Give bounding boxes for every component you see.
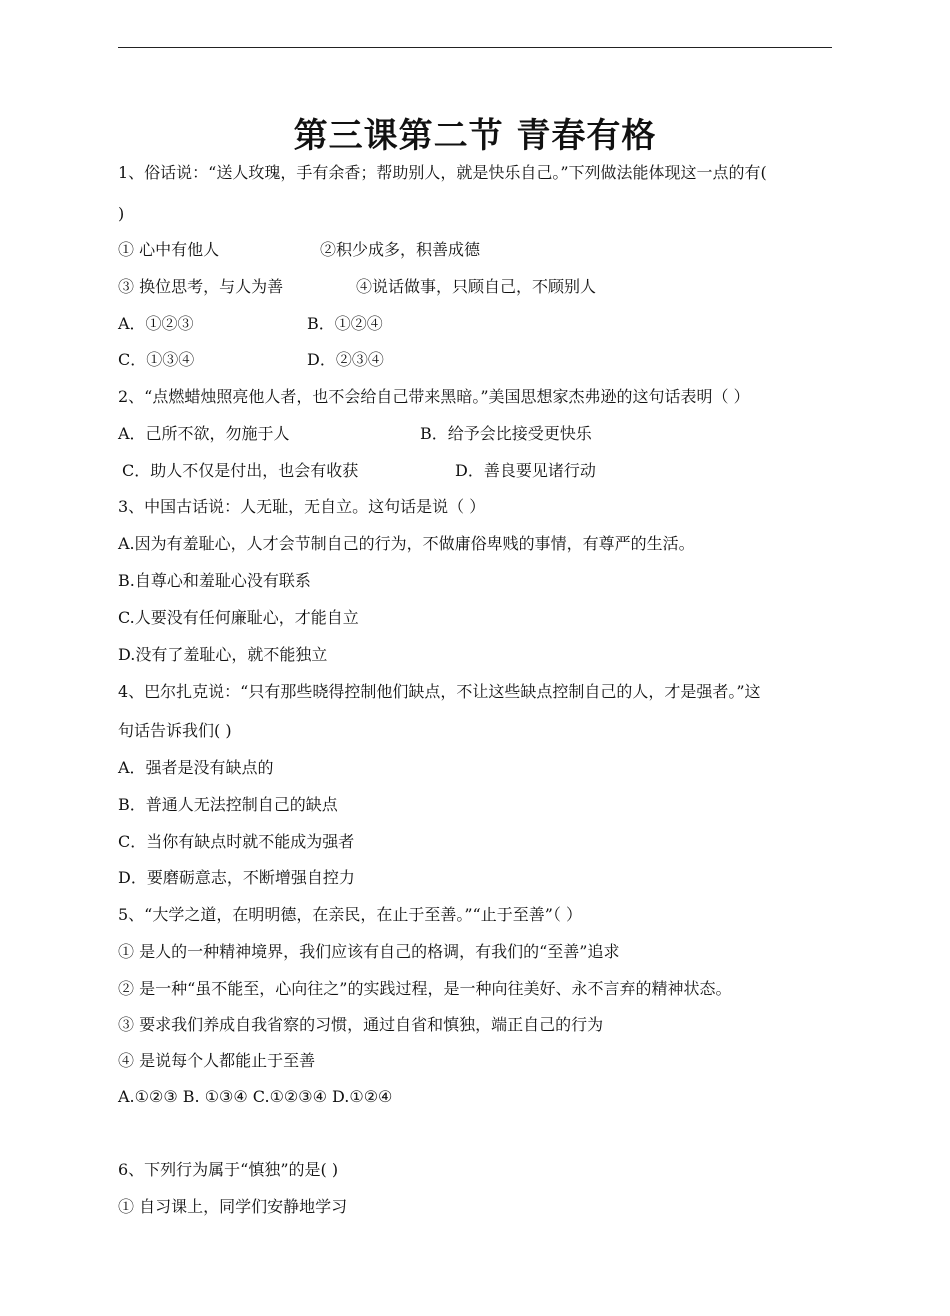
header-rule: [118, 47, 832, 48]
q4-option-c: C．当你有缺点时就不能成为强者: [118, 832, 355, 851]
q5-options: A.①②③ B. ①③④ C.①②③④ D.①②④: [118, 1087, 393, 1106]
q2-option-b: B．给予会比接受更快乐: [420, 424, 592, 443]
q2-option-row-2: [122, 461, 596, 481]
q1-statement-row-1: [118, 240, 481, 260]
q4-option-d: D．要磨砺意志，不断增强自控力: [118, 868, 355, 887]
q1-option-a: A．①②③: [118, 314, 194, 333]
q5-stem: 5、“大学之道，在明明德，在亲民，在止于至善。”“止于至善”（ ）: [118, 905, 582, 924]
q1-option-b: B．①②④: [307, 314, 383, 333]
q3-option-d: D.没有了羞耻心，就不能独立: [118, 645, 328, 664]
q3-option-b: B.自尊心和羞耻心没有联系: [118, 571, 311, 590]
q1-stem-line1: 1、俗话说：“送人玫瑰，手有余香；帮助别人，就是快乐自己。”下列做法能体现这一点的有(: [118, 163, 767, 182]
q1-option-row-2: [118, 350, 384, 370]
q2-option-d: D．善良要见诸行动: [455, 461, 596, 480]
q5-statement-1: ① 是人的一种精神境界，我们应该有自己的格调，有我们的“至善”追求: [118, 942, 620, 961]
q5-statement-3: ③ 要求我们养成自我省察的习惯，通过自省和慎独，端正自己的行为: [118, 1015, 604, 1034]
q1-option-d: D．②③④: [307, 350, 384, 369]
q3-option-c: C.人要没有任何廉耻心，才能自立: [118, 608, 359, 627]
q4-option-b: B．普通人无法控制自己的缺点: [118, 795, 338, 814]
q6-stem: 6、下列行为属于“慎独”的是( ): [118, 1160, 339, 1179]
q6-statement-1: ① 自习课上，同学们安静地学习: [118, 1197, 348, 1216]
q1-statement-2: ②积少成多，积善成德: [320, 240, 481, 259]
q1-statement-1: ① 心中有他人: [118, 240, 220, 259]
q4-stem-line1: 4、巴尔扎克说：“只有那些晓得控制他们缺点，不让这些缺点控制自己的人，才是强者。”这: [118, 682, 761, 701]
q1-statement-row-2: [118, 277, 597, 297]
q2-option-a: A．己所不欲，勿施于人: [118, 424, 290, 443]
q2-option-row-1: [118, 424, 592, 444]
q2-stem: 2、“点燃蜡烛照亮他人者，也不会给自己带来黑暗。”美国思想家杰弗逊的这句话表明（ ）: [118, 387, 750, 406]
q1-statement-3: ③ 换位思考，与人为善: [118, 277, 284, 296]
q1-statement-4: ④说话做事，只顾自己，不顾别人: [356, 277, 597, 296]
q5-statement-4: ④ 是说每个人都能止于至善: [118, 1051, 316, 1070]
q4-stem-line2: 句话告诉我们( ): [118, 721, 232, 740]
q5-statement-2: ② 是一种“虽不能至，心向往之”的实践过程，是一种向往美好、永不言弃的精神状态。: [118, 979, 732, 998]
q4-option-a: A．强者是没有缺点的: [118, 758, 274, 777]
q3-stem: 3、中国古话说：人无耻，无自立。这句话是说（ ）: [118, 497, 486, 516]
q3-option-a: A.因为有羞耻心，人才会节制自己的行为，不做庸俗卑贱的事情，有尊严的生活。: [118, 534, 695, 553]
q2-option-c: C．助人不仅是付出，也会有收获: [122, 461, 359, 480]
page-title: 第三课第二节 青春有格: [293, 116, 657, 156]
q1-option-row-1: [118, 314, 383, 334]
q1-option-c: C．①③④: [118, 350, 195, 369]
q1-stem-line2: ): [118, 204, 125, 223]
